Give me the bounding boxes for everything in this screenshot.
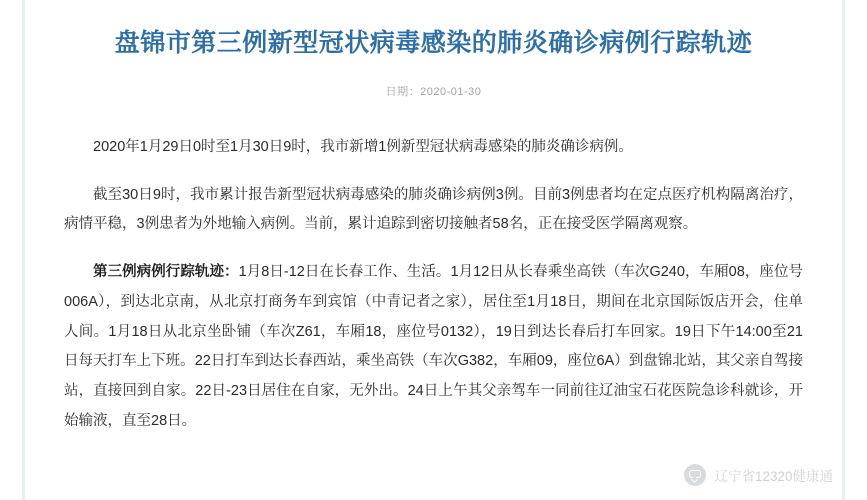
document-content (40, 0, 827, 500)
track-label: 第三例病例行踪轨迹： (93, 264, 239, 281)
right-margin-rule (842, 0, 845, 500)
paragraph-track (64, 258, 803, 436)
wechat-icon (684, 464, 706, 486)
article-body (40, 133, 827, 436)
track-text: 1月8日-12日在长春工作、生活。1月12日从长春乘坐高铁（车次G240，车厢08，座位号006A），到达北京南，从北京打商务车到宾馆（中青记者之家），居住至1月18日，期间在北京国际饭店开会，住单人间。1月18日从北京坐卧铺（车次Z61，车厢18，座位号0132），19日到达长春后打车回家。19日下午14:00至21日每天打车上下班。22日打车到达长春西站，乘坐高铁（车次G382，车厢09，座位6A）到盘锦北站，其父亲自驾接站，直接回到自家。22日-23日居住在自家，无外出。24日上午其父亲驾车一同前往辽油宝石花医院急诊科就诊，开始输液，直至28日。 (64, 264, 804, 429)
watermark-label: 辽宁省12320健康通 (714, 469, 833, 484)
paragraph-new-cases: 2020年1月29日0时至1月30日9时，我市新增1例新型冠状病毒感染的肺炎确诊病例。 (93, 139, 633, 155)
watermark (684, 464, 833, 486)
page-title: 盘锦市第三例新型冠状病毒感染的肺炎确诊病例行踪轨迹 (114, 30, 753, 57)
publish-date: 日期：2020-01-30 (385, 86, 482, 98)
left-margin-rule (22, 0, 25, 500)
paragraph-cumulative: 截至30日9时，我市累计报告新型冠状病毒感染的肺炎确诊病例3例。目前3例患者均在定点医疗机构隔离治疗，病情平稳，3例患者为外地输入病例。当前，累计追踪到密切接触者58名，正在接受医学隔离观察。 (64, 186, 803, 233)
